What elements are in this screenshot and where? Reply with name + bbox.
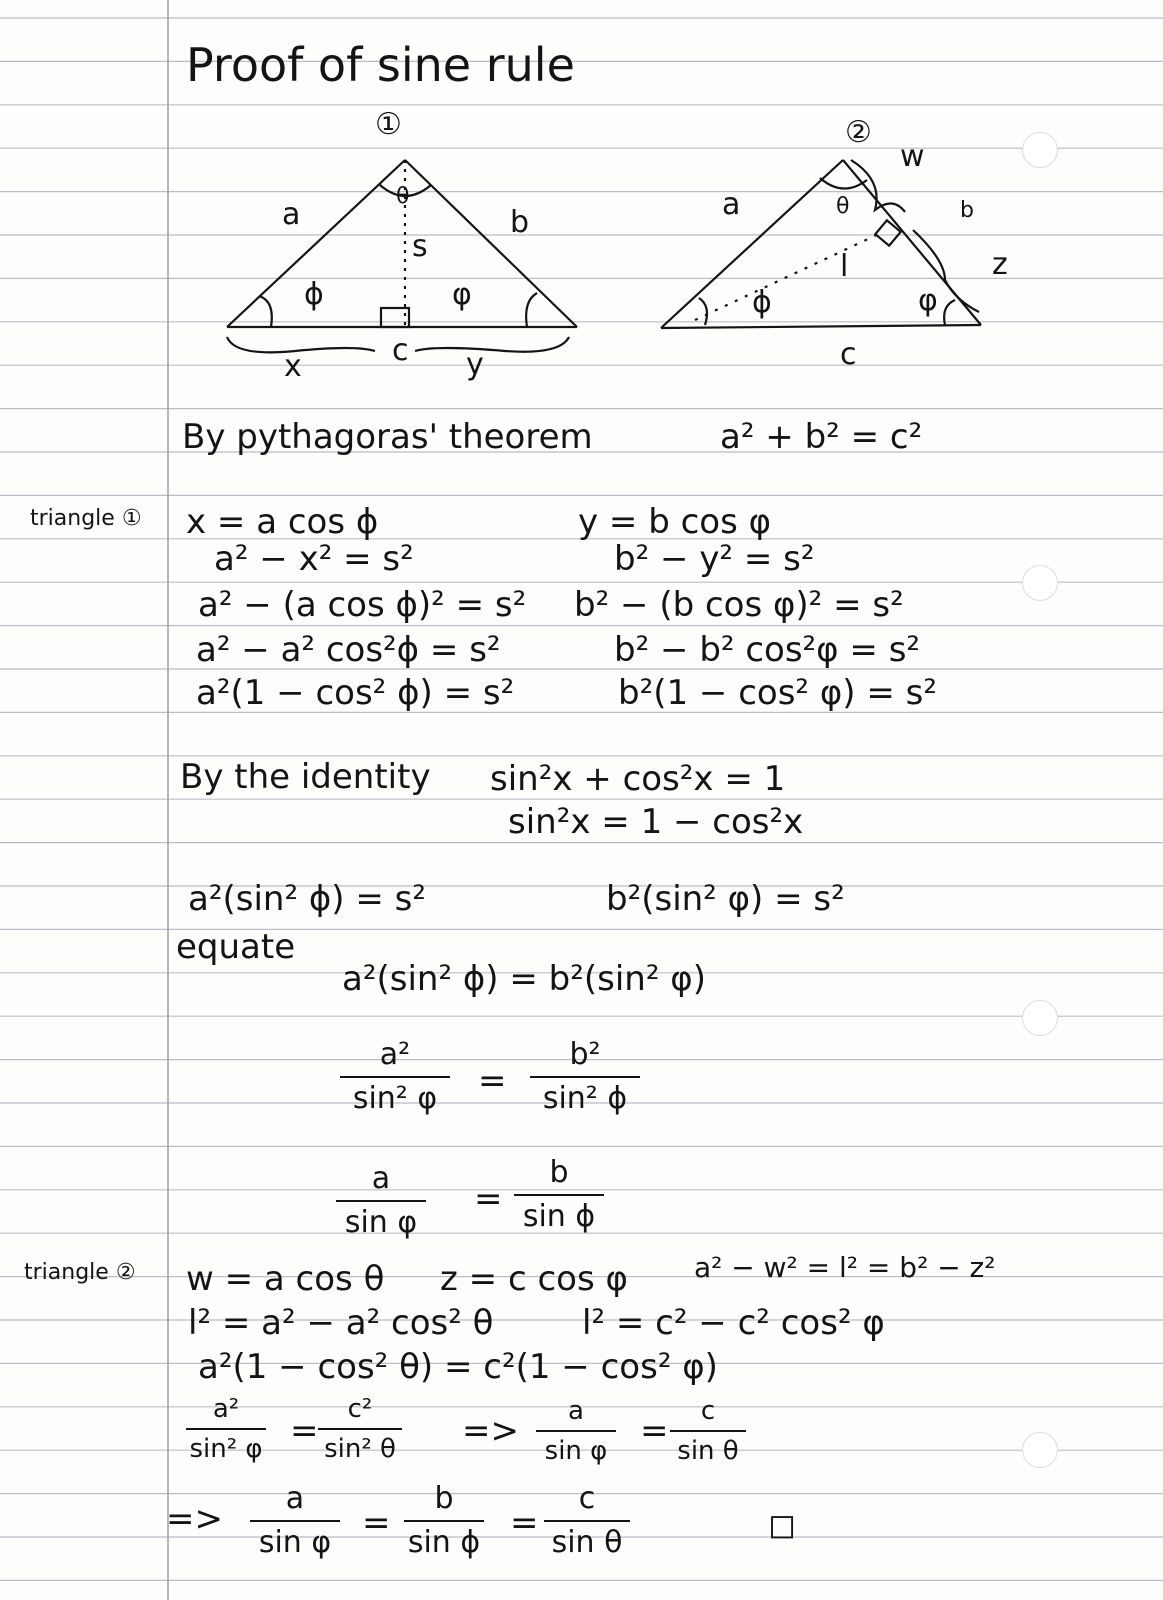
triangle1-left-line: a²(1 − cos² ϕ) = s² bbox=[196, 673, 515, 713]
substituted-right: b²(sin² φ) = s² bbox=[606, 879, 845, 919]
fraction-a-over-sinphi bbox=[336, 1161, 426, 1240]
fraction-a-over-sinphi bbox=[250, 1481, 340, 1560]
fraction-denominator: sin φ bbox=[258, 1525, 332, 1560]
qed-symbol: ◻ bbox=[768, 1505, 797, 1545]
punch-hole bbox=[1022, 565, 1058, 601]
triangle1-left-line: a² − x² = s² bbox=[214, 539, 414, 579]
triangle2-l1: l² = a² − a² cos² θ bbox=[188, 1303, 494, 1343]
diagram1-side-c: c bbox=[392, 333, 409, 368]
punch-hole bbox=[1022, 132, 1058, 168]
fraction-denominator: sin ϕ bbox=[522, 1199, 596, 1234]
identity-text: By the identity bbox=[180, 757, 431, 797]
diagram2-height: l bbox=[840, 249, 849, 284]
triangle2-l2: l² = c² − c² cos² φ bbox=[582, 1303, 885, 1343]
fraction-a-over-sinphi bbox=[536, 1398, 616, 1464]
diagram2-angle-left: ϕ bbox=[752, 285, 772, 320]
triangle1-left-line: x = a cos ϕ bbox=[186, 502, 379, 542]
fraction-bar bbox=[404, 1520, 484, 1522]
diagram1-height: s bbox=[412, 229, 428, 264]
fraction-bar bbox=[250, 1520, 340, 1522]
diagram1-side-b: b bbox=[510, 205, 530, 240]
implies-arrow: => bbox=[166, 1499, 223, 1539]
fraction-numerator: b bbox=[549, 1155, 569, 1190]
triangle-diagram-2 bbox=[655, 115, 1005, 350]
fraction-denominator: sin² θ bbox=[324, 1434, 396, 1464]
triangle2-equal: a²(1 − cos² θ) = c²(1 − cos² φ) bbox=[198, 1347, 718, 1387]
fraction-bar bbox=[536, 1430, 616, 1432]
fraction-numerator: b² bbox=[569, 1037, 601, 1072]
equals-sign: = bbox=[362, 1503, 391, 1543]
fraction-denominator: sin ϕ bbox=[407, 1525, 481, 1560]
fraction-a2-over-sin2phi bbox=[186, 1396, 266, 1462]
triangle2-z: z = c cos φ bbox=[440, 1259, 628, 1299]
equals-sign: = bbox=[640, 1411, 669, 1451]
triangle1-left-line: a² − a² cos²ϕ = s² bbox=[196, 630, 501, 670]
diagram1-angle-top: θ bbox=[396, 184, 410, 209]
diagram2-number: ② bbox=[845, 115, 872, 150]
fraction-denominator: sin² ϕ bbox=[542, 1081, 628, 1116]
triangle1-right-line: b²(1 − cos² φ) = s² bbox=[618, 673, 937, 713]
equate-formula: a²(sin² ϕ) = b²(sin² φ) bbox=[342, 959, 706, 999]
triangle1-left-line: a² − (a cos ϕ)² = s² bbox=[198, 585, 527, 625]
fraction-numerator: b bbox=[434, 1481, 454, 1516]
fraction-bar bbox=[318, 1428, 402, 1430]
fraction-b2-over-sin2phi bbox=[530, 1037, 640, 1116]
equals-sign: = bbox=[290, 1411, 319, 1451]
fraction-c-over-sintheta bbox=[670, 1398, 746, 1464]
diagram1-number: ① bbox=[375, 107, 402, 142]
diagram1-side-a: a bbox=[282, 197, 301, 232]
identity-line2: sin²x = 1 − cos²x bbox=[508, 802, 804, 842]
punch-hole bbox=[1022, 1000, 1058, 1036]
identity-line1: sin²x + cos²x = 1 bbox=[490, 759, 786, 799]
fraction-denominator: sin² φ bbox=[352, 1081, 438, 1116]
triangle2-w: w = a cos θ bbox=[186, 1259, 385, 1299]
pythagoras-text: By pythagoras' theorem bbox=[182, 417, 593, 457]
diagram1-angle-left: ϕ bbox=[304, 277, 324, 312]
triangle1-right-line: y = b cos φ bbox=[578, 502, 772, 542]
fraction-numerator: a² bbox=[212, 1394, 240, 1424]
triangle1-label: triangle ① bbox=[30, 506, 142, 531]
fraction-numerator: c bbox=[578, 1481, 596, 1516]
diagram2-angle-top: θ bbox=[836, 194, 850, 219]
fraction-bar bbox=[336, 1200, 426, 1202]
fraction-numerator: a² bbox=[379, 1037, 411, 1072]
fraction-b-over-sinphi bbox=[514, 1155, 604, 1234]
diagram2-seg-bottom: z bbox=[992, 247, 1008, 282]
fraction-c-over-sintheta bbox=[544, 1481, 630, 1560]
triangle2-combo: a² − w² = l² = b² − z² bbox=[694, 1251, 996, 1284]
fraction-b-over-sinphi bbox=[404, 1481, 484, 1560]
equals-sign: = bbox=[478, 1061, 507, 1101]
diagram2-angle-right: φ bbox=[918, 283, 938, 318]
fraction-denominator: sin² φ bbox=[189, 1434, 263, 1464]
fraction-bar bbox=[186, 1428, 266, 1430]
fraction-denominator: sin θ bbox=[677, 1436, 739, 1466]
diagram2-side-a: a bbox=[722, 187, 741, 222]
fraction-a2-over-sin2phi bbox=[340, 1037, 450, 1116]
equals-sign: = bbox=[474, 1179, 503, 1219]
diagram2-seg-top: w bbox=[900, 139, 925, 174]
diagram1-seg-left: x bbox=[284, 349, 302, 384]
diagram2-side-b: b bbox=[960, 198, 974, 223]
fraction-numerator: a bbox=[371, 1161, 391, 1196]
fraction-bar bbox=[544, 1520, 630, 1522]
equals-sign: = bbox=[510, 1503, 539, 1543]
fraction-denominator: sin φ bbox=[544, 1436, 608, 1466]
fraction-c2-over-sin2theta bbox=[318, 1396, 402, 1462]
fraction-numerator: c² bbox=[347, 1394, 373, 1424]
diagram1-angle-right: φ bbox=[452, 277, 472, 312]
fraction-denominator: sin φ bbox=[344, 1205, 418, 1240]
fraction-numerator: a bbox=[568, 1396, 584, 1426]
diagram2-side-c: c bbox=[840, 337, 857, 372]
fraction-bar bbox=[514, 1194, 604, 1196]
substituted-left: a²(sin² ϕ) = s² bbox=[188, 879, 427, 919]
punch-hole bbox=[1022, 1432, 1058, 1468]
triangle1-right-line: b² − y² = s² bbox=[614, 539, 815, 579]
fraction-numerator: c bbox=[700, 1396, 716, 1426]
fraction-numerator: a bbox=[285, 1481, 305, 1516]
fraction-denominator: sin θ bbox=[551, 1525, 623, 1560]
pythagoras-formula: a² + b² = c² bbox=[720, 417, 923, 457]
equate-text: equate bbox=[176, 927, 296, 967]
triangle1-right-line: b² − b² cos²φ = s² bbox=[614, 630, 921, 670]
implies-arrow: => bbox=[462, 1411, 519, 1451]
triangle1-right-line: b² − (b cos φ)² = s² bbox=[574, 585, 904, 625]
fraction-bar bbox=[670, 1430, 746, 1432]
fraction-bar bbox=[530, 1076, 640, 1078]
triangle2-label: triangle ② bbox=[24, 1260, 136, 1285]
page-title: Proof of sine rule bbox=[186, 38, 575, 92]
fraction-bar bbox=[340, 1076, 450, 1078]
diagram1-seg-right: y bbox=[466, 347, 484, 382]
